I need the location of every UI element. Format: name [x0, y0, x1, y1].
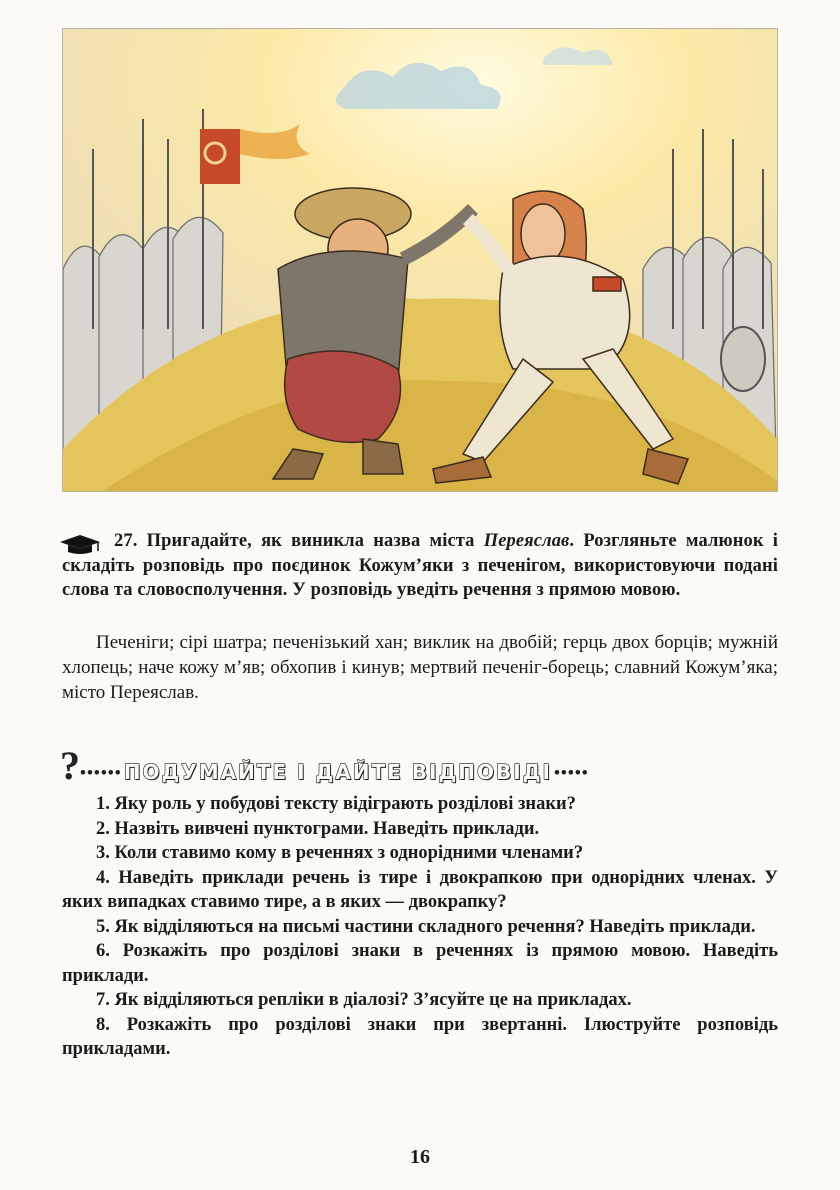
heading-title: ПОДУМАЙТЕ І ДАЙТЕ ВІДПОВІДІ — [123, 760, 552, 784]
question-item: 8. Розкажіть про розділові знаки при звертанні. Ілюструйте розповідь прикладами. — [62, 1014, 778, 1059]
graduation-cap-icon — [58, 533, 102, 555]
section-heading — [60, 743, 782, 788]
exercise-city-name: Переяслав — [483, 531, 570, 551]
question-mark-icon: ? — [60, 743, 80, 788]
questions-list — [62, 792, 778, 1062]
wrestling-illustration — [62, 28, 778, 492]
illustration-drawing — [63, 29, 777, 491]
word-list — [62, 630, 778, 705]
page-number: 16 — [410, 1146, 430, 1168]
exercise-27 — [62, 529, 778, 603]
question-item: 1. Яку роль у побудові тексту відіграють розділові знаки? — [96, 794, 576, 814]
question-item: 7. Як відділяються репліки в діалозі? З’ясуйте це на прикладах. — [96, 990, 632, 1010]
exercise-text-before: Пригадайте, як виникла назва міста — [146, 531, 484, 551]
word-list-text: Печеніги; сірі шатра; печенізький хан; виклик на двобій; герць двох борців; мужній хлопець; наче кожу м’яв; обхопив і кинув; мертвий печеніг-борець; славний Кожум’яка; місто Переяслав. — [62, 632, 778, 703]
question-item: 2. Назвіть вивчені пунктограми. Наведіть приклади. — [96, 818, 540, 839]
heading-dots-right: ••••• — [553, 763, 589, 782]
question-item: 6. Розкажіть про розділові знаки в реченнях із прямою мовою. Наведіть приклади. — [62, 941, 778, 986]
exercise-number: 27. — [114, 531, 138, 551]
heading-dots-left: •••••• — [80, 763, 122, 782]
question-item: 3. Коли ставимо кому в реченнях з однорідними членами? — [96, 843, 584, 863]
question-item: 5. Як відділяються на письмі частини складного речення? Наведіть приклади. — [96, 916, 756, 937]
exercise-text-after: . Розгляньте малюнок і складіть розповідь про поєдинок Кожум’яки з печенігом, використовуючи подані слова та словосполучення. У розповідь уведіть речення з прямою мовою. — [62, 531, 778, 600]
question-item: 4. Наведіть приклади речень із тире і двокрапкою при однорідних членах. У яких випадках ставимо тире, а в яких — двокрапку? — [62, 867, 778, 912]
